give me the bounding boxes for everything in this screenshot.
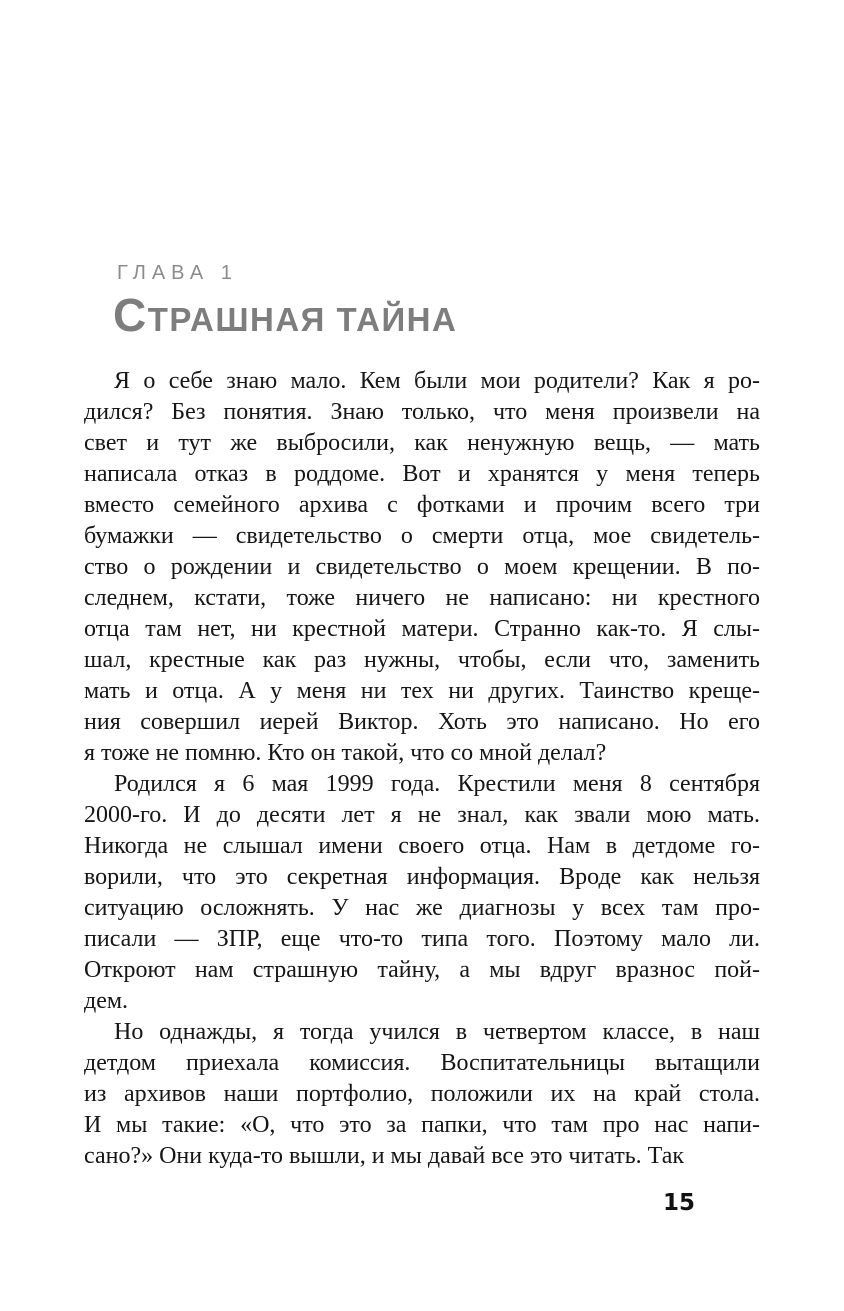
text-line: ство о рождении и свидетельство о моем крещении. В по- — [84, 554, 760, 580]
chapter-label: ГЛАВА 1 — [117, 262, 238, 284]
text-line: ворили, что это секретная информация. Вроде как нельзя — [84, 864, 760, 890]
text-line: Никогда не слышал имени своего отца. Нам в детдоме го- — [84, 833, 760, 859]
text-line: Я о себе знаю мало. Кем были мои родители? Как я ро- — [114, 368, 760, 394]
text-line: Откроют нам страшную тайну, а мы вдруг вразнос пой- — [84, 957, 760, 983]
text-line: мать и отца. А у меня ни тех ни других. Таинство креще- — [84, 678, 760, 704]
text-line: детдом приехала комиссия. Воспитательницы вытащили — [84, 1050, 760, 1076]
text-line: И мы такие: «О, что это за папки, что там про нас напи- — [84, 1112, 760, 1138]
text-line: писали — ЗПР, еще что-то типа того. Поэтому мало ли. — [84, 926, 760, 952]
text-line: дем. — [84, 988, 129, 1014]
paragraph — [84, 769, 760, 1017]
text-line: бумажки — свидетельство о смерти отца, мое свидетель- — [84, 523, 760, 549]
text-line: отца там нет, ни крестной матери. Странно как-то. Я слы- — [84, 616, 760, 642]
body-text — [84, 366, 760, 1172]
text-line: вместо семейного архива с фотками и прочим всего три — [84, 492, 760, 518]
text-line: свет и тут же выбросили, как ненужную вещь, — мать — [84, 430, 760, 456]
text-line: шал, крестные как раз нужны, чтобы, если что, заменить — [84, 647, 760, 673]
text-line: дился? Без понятия. Знаю только, что меня произвели на — [84, 399, 760, 425]
text-line: следнем, кстати, тоже ничего не написано: ни крестного — [84, 585, 760, 611]
chapter-title-initial: С — [113, 289, 148, 341]
text-line: Родился я 6 мая 1999 года. Крестили меня 8 сентября — [114, 771, 760, 797]
text-line: сано?» Они куда-то вышли, и мы давай все это читать. Так — [84, 1143, 685, 1169]
paragraph — [84, 1017, 760, 1172]
page-number: 15 — [663, 1190, 696, 1216]
chapter-title-rest: ТРАШНАЯ ТАЙНА — [147, 301, 458, 338]
text-line: 2000-го. И до десяти лет я не знал, как звали мою мать. — [84, 802, 760, 828]
chapter-title — [113, 289, 458, 343]
text-line: Но однажды, я тогда учился в четвертом классе, в наш — [114, 1019, 760, 1045]
text-line: из архивов наши портфолио, положили их на край стола. — [84, 1081, 760, 1107]
text-line: я тоже не помню. Кто он такой, что со мной делал? — [84, 740, 607, 766]
text-line: ситуацию осложнять. У нас же диагнозы у всех там про- — [84, 895, 760, 921]
paragraph — [84, 366, 760, 769]
text-line: ния совершил иерей Виктор. Хоть это написано. Но его — [84, 709, 760, 735]
text-line: написала отказ в роддоме. Вот и хранятся у меня теперь — [84, 461, 760, 487]
